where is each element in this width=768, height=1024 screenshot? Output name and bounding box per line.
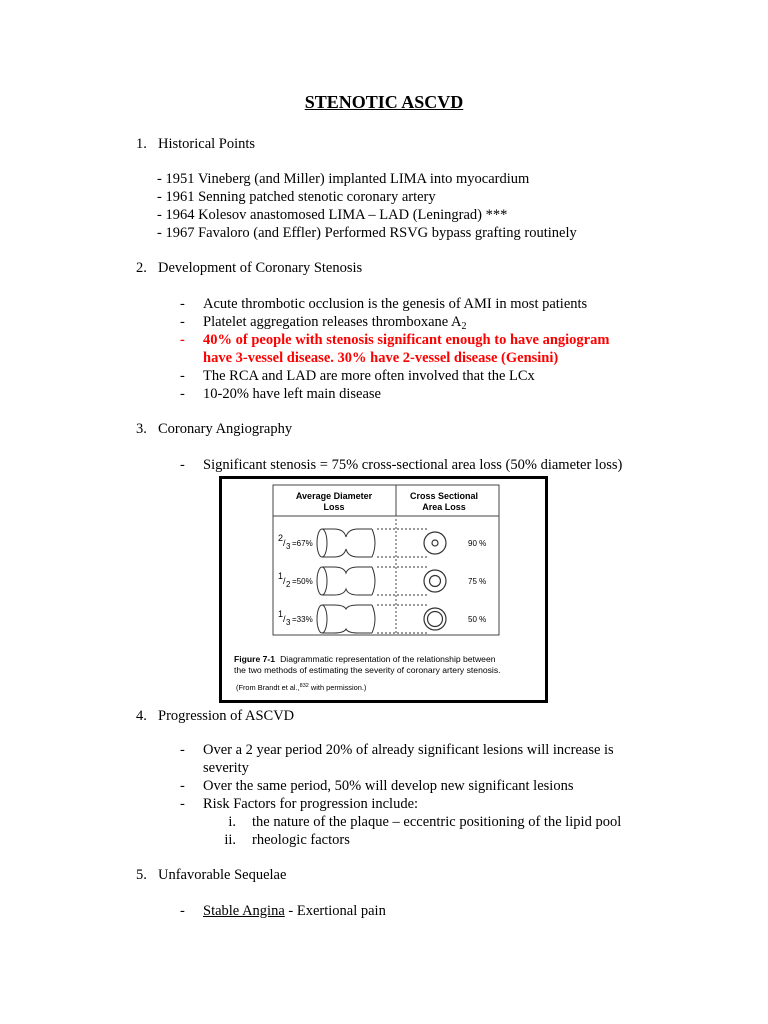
sequelae-item xyxy=(203,903,386,921)
stenosis-diagram xyxy=(222,479,545,700)
section-2-heading xyxy=(136,260,362,278)
highlight-text: have 3-vessel disease. 30% have 2-vessel disease (Gensini) xyxy=(203,350,559,366)
section-number: 3. xyxy=(136,421,147,437)
artery-tube-icon xyxy=(317,529,427,557)
roman-numeral: ii. xyxy=(224,832,236,848)
sequelae-term: Stable Angina xyxy=(203,903,285,919)
figure-row xyxy=(278,529,486,557)
section-5-heading xyxy=(136,867,286,885)
fraction-denominator: 3 xyxy=(286,618,291,627)
angiography-item: Significant stenosis = 75% cross-sectional area loss (50% diameter loss) xyxy=(203,457,623,473)
stenosis-item-text: Platelet aggregation releases thromboxane A xyxy=(203,314,462,330)
fraction-denominator: 2 xyxy=(286,580,291,589)
fraction-slash: / xyxy=(283,614,286,624)
figure-label: Figure 7-1 xyxy=(234,654,276,664)
fraction-slash: / xyxy=(283,538,286,548)
history-item: - 1951 Vineberg (and Miller) implanted LIMA into myocardium xyxy=(157,171,530,187)
roman-numeral: i. xyxy=(228,814,236,830)
figure-caption-line1 xyxy=(234,654,496,664)
section-title: Historical Points xyxy=(158,136,256,152)
stenosis-item: 10-20% have left main disease xyxy=(203,386,381,402)
credit-suffix: with permission.) xyxy=(308,683,367,692)
stenosis-item: Acute thrombotic occlusion is the genesis of AMI in most patients xyxy=(203,296,588,312)
cross-section-icon xyxy=(424,570,446,592)
section-title: Coronary Angiography xyxy=(158,421,293,437)
bullet-dash: - xyxy=(180,332,185,348)
col1-header-line2: Loss xyxy=(323,502,345,512)
diameter-loss-value: =33% xyxy=(292,615,313,624)
bullet-dash: - xyxy=(180,778,185,794)
risk-factor-item: rheologic factors xyxy=(252,832,350,848)
history-item: - 1964 Kolesov anastomosed LIMA – LAD (Leningrad) *** xyxy=(157,207,508,223)
section-title: Progression of ASCVD xyxy=(158,708,295,724)
section-3-heading xyxy=(136,421,292,439)
figure-credit xyxy=(236,683,366,692)
section-1-heading xyxy=(136,136,255,154)
fraction-slash: / xyxy=(283,576,286,586)
col1-header-line1: Average Diameter xyxy=(295,491,373,501)
area-loss-value: 75 % xyxy=(468,577,487,586)
bullet-dash: - xyxy=(180,742,185,758)
figure-caption-line2: the two methods of estimating the severity of coronary artery stenosis. xyxy=(234,665,501,675)
artery-tube-icon xyxy=(317,567,427,595)
risk-factor-item: the nature of the plaque – eccentric positioning of the lipid pool xyxy=(252,814,622,830)
section-title: Unfavorable Sequelae xyxy=(158,867,287,883)
fraction-denominator: 3 xyxy=(286,542,291,551)
progression-item-continued: severity xyxy=(203,760,249,776)
history-item: - 1961 Senning patched stenotic coronary artery xyxy=(157,189,436,205)
bullet-dash: - xyxy=(180,296,185,312)
section-number: 2. xyxy=(136,260,147,276)
fraction-numerator: 2 xyxy=(278,533,284,543)
sequelae-description: - Exertional pain xyxy=(284,903,386,919)
col2-header-line1: Cross Sectional xyxy=(409,491,479,501)
section-4-heading xyxy=(136,708,294,726)
bullet-dash: - xyxy=(180,314,185,330)
cross-section-icon xyxy=(424,608,446,630)
col2-header-line2: Area Loss xyxy=(422,502,466,512)
progression-item: Over the same period, 50% will develop new significant lesions xyxy=(203,778,574,794)
history-item: - 1967 Favaloro (and Effler) Performed RSVG bypass grafting routinely xyxy=(157,225,577,241)
diameter-loss-value: =50% xyxy=(292,577,313,586)
credit-prefix: (From Brandt et al., xyxy=(236,683,300,692)
cross-section-icon xyxy=(424,532,446,554)
section-title: Development of Coronary Stenosis xyxy=(158,260,363,276)
progression-item: Risk Factors for progression include: xyxy=(203,796,419,812)
page-title: STENOTIC ASCVD xyxy=(304,92,464,112)
section-number: 1. xyxy=(136,136,147,152)
stenosis-item xyxy=(203,314,467,333)
credit-ref: 832 xyxy=(299,683,309,689)
bullet-dash: - xyxy=(180,386,185,402)
progression-item: Over a 2 year period 20% of already significant lesions will increase is xyxy=(203,742,614,758)
bullet-dash: - xyxy=(180,796,185,812)
fraction-numerator: 1 xyxy=(278,609,284,619)
highlight-text: 40% of people with stenosis significant enough to have angiogram xyxy=(203,332,610,348)
diameter-loss-value: =67% xyxy=(292,539,313,548)
fraction-numerator: 1 xyxy=(278,571,284,581)
caption-text: Diagrammatic representation of the relationship between xyxy=(280,654,496,664)
bullet-dash: - xyxy=(180,903,185,919)
area-loss-value: 90 % xyxy=(468,539,487,548)
section-number: 5. xyxy=(136,867,147,883)
figure-box xyxy=(219,476,548,703)
bullet-dash: - xyxy=(180,457,185,473)
stenosis-item: The RCA and LAD are more often involved that the LCx xyxy=(203,368,535,384)
artery-tube-icon xyxy=(317,605,427,633)
bullet-dash: - xyxy=(180,368,185,384)
area-loss-value: 50 % xyxy=(468,615,487,624)
figure-row xyxy=(278,567,486,595)
figure-row xyxy=(278,605,486,633)
section-number: 4. xyxy=(136,708,147,724)
subscript: 2 xyxy=(461,321,467,332)
